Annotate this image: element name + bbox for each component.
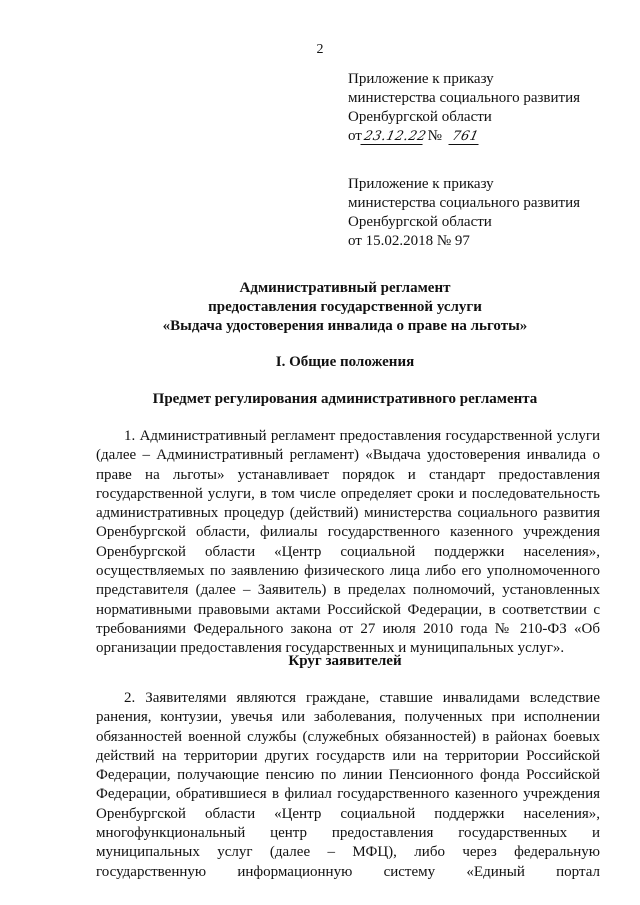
handwritten-date: 23.12.22	[360, 130, 425, 145]
text-line: осуществляемых по заявлению физического лица либо его уполномоченного	[96, 563, 600, 580]
section-heading-subject: Предмет регулирования административного регламента	[152, 391, 538, 407]
text-line: государственной услуги, в том числе определяет сроки и последовательность	[96, 485, 600, 502]
text-line: праве на льготы» устанавливает порядок и стандарт предоставления	[96, 466, 600, 483]
handwritten-number: 761	[448, 130, 481, 145]
title-line: Административный регламент	[239, 280, 451, 296]
appendix-line: от 15.02.2018 № 97	[348, 233, 470, 249]
appendix-header-current	[348, 70, 608, 146]
appendix-line: министерства социального развития	[348, 195, 581, 211]
text-line: требованиями Федерального закона от 27 июля 2010 года № 210-ФЗ «Об	[96, 620, 600, 637]
text-line: Оренбургской области «Центр социальной поддержки населения»,	[96, 543, 600, 560]
document-title	[0, 279, 640, 336]
text-line: действий на территории других государств или на территории Российской	[96, 747, 600, 764]
appendix-line: Приложение к приказу	[348, 71, 494, 87]
text-line: Оренбургской области «Центр социальной поддержки населения»,	[96, 805, 600, 822]
section-heading-general: I. Общие положения	[275, 354, 415, 370]
text-line: муниципальных услуг (далее – МФЦ), либо через федеральную	[96, 844, 600, 861]
date-prefix: от	[348, 128, 362, 144]
text-line: многофункциональный центр предоставления государственных и	[96, 825, 600, 842]
text-line: 1. Административный регламент предоставления государственной услуги	[124, 428, 600, 444]
text-line: государственную информационную систему «Единый портал	[96, 863, 600, 880]
section-heading-applicants: Круг заявителей	[288, 653, 402, 669]
appendix-line: Оренбургской области	[348, 214, 492, 230]
text-line: представителя (далее – Заявитель) в пределах полномочий, установленных	[96, 582, 600, 599]
appendix-date-line	[348, 127, 608, 146]
appendix-line: министерства социального развития	[348, 90, 581, 106]
text-line: ранения, контузии, увечья или заболевания, полученных при исполнении	[96, 709, 600, 726]
paragraph-1	[96, 427, 600, 659]
appendix-header-previous	[348, 175, 608, 251]
title-line: предоставления государственной услуги	[208, 299, 482, 315]
text-line: обязанностей военной службы (служебных обязанностей) в районах боевых	[96, 728, 600, 745]
text-line: Оренбургской области, филиалы государственного казенного учреждения	[96, 524, 600, 541]
page-number: 2	[316, 42, 324, 57]
text-line: (далее – Административный регламент) «Выдача удостоверения инвалида о	[96, 447, 600, 464]
text-line: административных процедур (действий) министерства социального развития	[96, 505, 600, 522]
number-sign: №	[427, 128, 442, 144]
paragraph-2	[96, 689, 600, 882]
text-line: 2. Заявителями являются граждане, ставшие инвалидами вследствие	[124, 690, 600, 706]
appendix-line: Оренбургской области	[348, 109, 492, 125]
text-line: организации предоставления государственных и муниципальных услуг».	[96, 640, 565, 657]
text-line: нормативными правовыми актами Российской Федерации, в соответствии с	[96, 601, 600, 618]
text-line: Федерации, обратившиеся в филиал государственного казенного учреждения	[96, 786, 600, 803]
title-line: «Выдача удостоверения инвалида о праве на льготы»	[162, 318, 528, 334]
text-line: Федерации, получающие пенсию по линии Пенсионного фонда Российской	[96, 767, 600, 784]
appendix-line: Приложение к приказу	[348, 176, 494, 192]
